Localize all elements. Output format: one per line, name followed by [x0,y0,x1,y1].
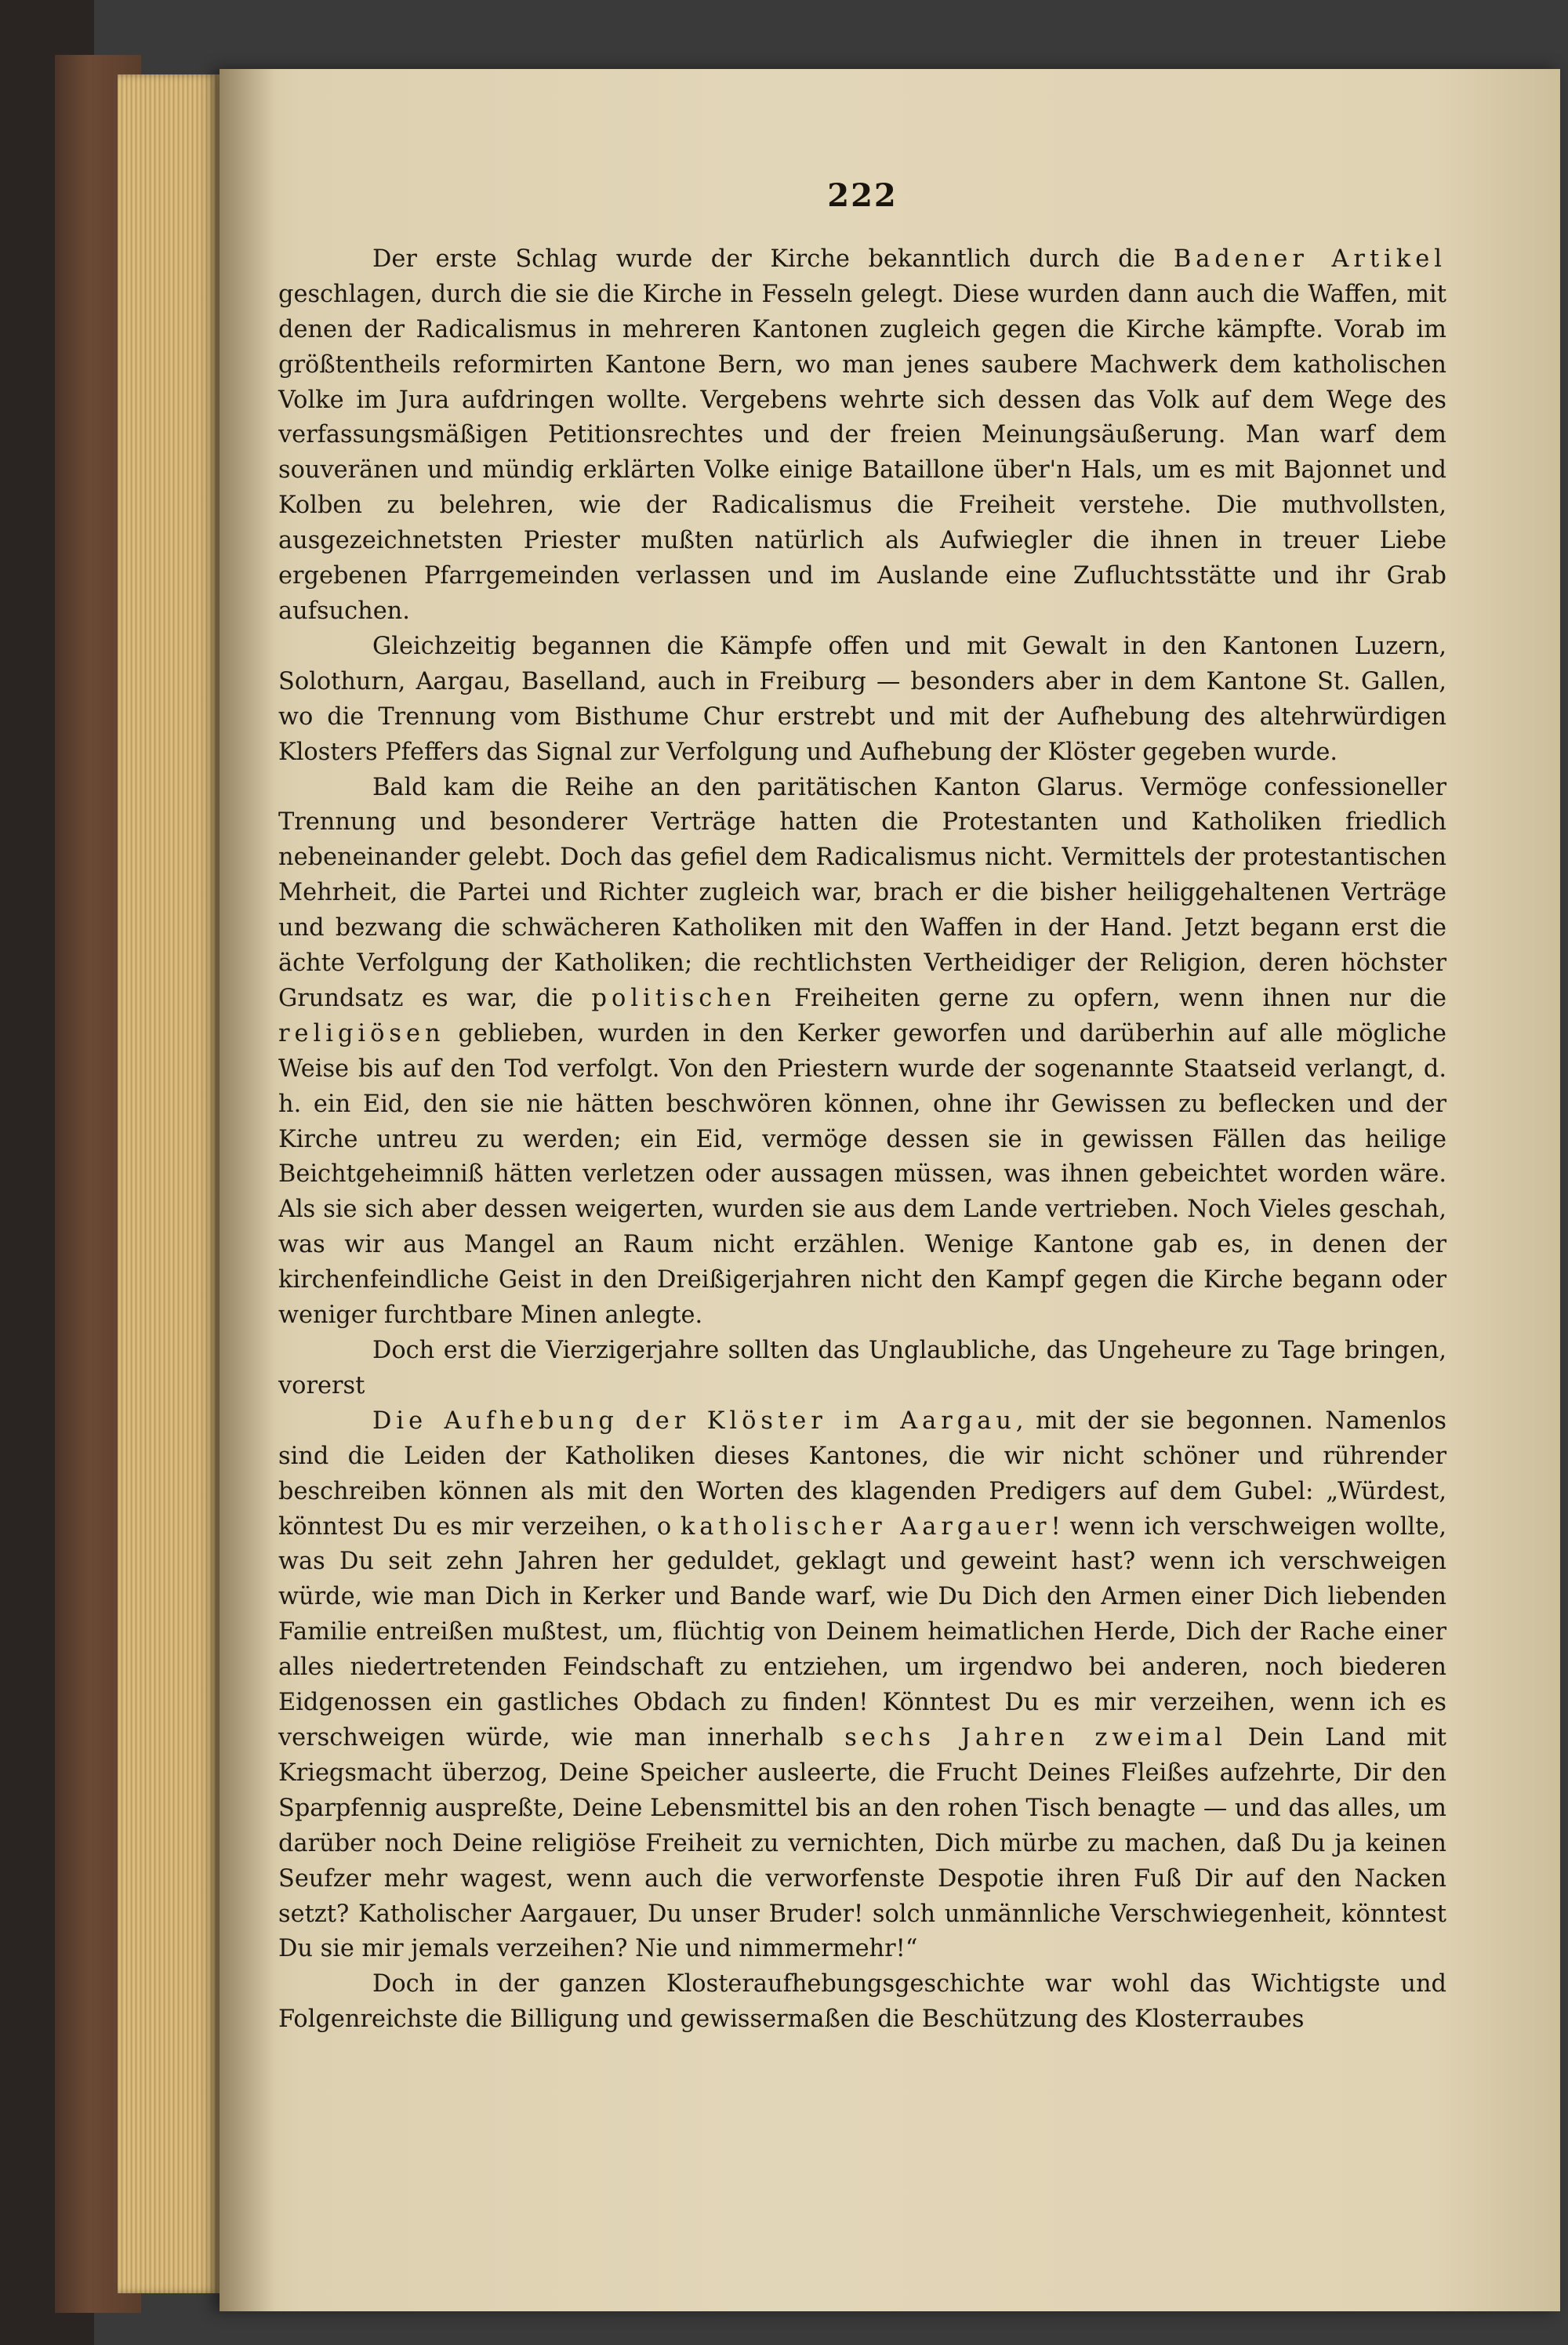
gutter-shadow [220,69,274,2311]
paragraph-text: Der erste Schlag wurde der Kirche bekanntlich durch die [372,245,1174,273]
paragraph [278,771,1446,1334]
paragraph-text: , mit der sie begonnen. Namenlos sind die Leiden der Katholiken dieses Kantones, die wir nicht schöner und rührender beschreiben können als mit den Worten des klagenden Predigers auf dem Gubel: „Würdest, könntest Du es mir verzeihen, o [278,1407,1446,1541]
page-edges [118,74,220,2293]
paragraph [278,1334,1446,1404]
paragraph [278,1967,1446,2038]
paragraph [278,242,1446,630]
paragraph [278,630,1446,771]
emphasized-text: Badener Artikel [1173,245,1446,273]
emphasized-text: Die Aufhebung der Klöster im Aargau [372,1407,1016,1435]
paragraph-text: Doch in der ganzen Klosteraufhebungsgeschichte war wohl das Wichtigste und Folgenreichste die Billigung und gewissermaßen die Beschützung des Klosterraubes [278,1970,1446,2034]
paragraph-text: Bald kam die Reihe an den paritätischen Kanton Glarus. Vermöge confessioneller Trennung und besonderer Verträge hatten die Protestanten und Katholiken friedlich nebeneinander gelebt. Doch das gefiel dem Radicalismus nicht. Vermittels der protestantischen Mehrheit, die Partei und Richter zugleich war, brach er die bisher heiliggehaltenen Verträge und bezwang die schwächeren Katholiken mit den Waffen in der Hand. Jetzt begann erst die ächte Verfolgung der Katholiken; die rechtlichsten Vertheidiger der Religion, deren höchster Grundsatz es war, die [278,773,1446,1012]
paragraph-text: Doch erst die Vierzigerjahre sollten das Unglaubliche, das Ungeheure zu Tage bringen, vorerst [278,1337,1446,1399]
paragraph-text: Freiheiten gerne zu opfern, wenn ihnen nur die [775,984,1446,1012]
paragraph [278,1404,1446,1968]
emphasized-text: politischen [591,984,776,1012]
emphasized-text: katholischer Aargauer [680,1512,1051,1541]
paragraph-text: Dein Land mit Kriegsmacht überzog, Deine Speicher ausleerte, die Frucht Deines Fleißes aufzehrte, Dir den Sparpfennig auspreßte, Deine Lebensmittel bis an den rohen Tisch benagte — und das alles, um darüber noch Deine religiöse Freiheit zu vernichten, Dich mürbe zu machen, daß Du ja keinen Seufzer mehr wagest, wenn auch die verworfenste Despotie ihren Fuß Dir auf den Nacken setzt? Katholischer Aargauer, Du unser Bruder! solch unmännliche Verschwiegenheit, könntest Du sie mir jemals verzeihen? Nie und nimmermehr!“ [278,1723,1447,1963]
emphasized-text: sechs Jahren zweimal [844,1723,1227,1751]
paragraph-text: geblieben, wurden in den Kerker geworfen und darüberhin auf alle mögliche Weise bis auf den Tod verfolgt. Von den Priestern wurde der sogenannte Staatseid verlangt, d. h. ein Eid, den sie nie hätten beschwören können, ohne ihr Gewissen zu beflecken und der Kirche untreu zu werden; ein Eid, vermöge dessen sie in gewissen Fällen das heilige Beichtgeheimniß hätten verletzen oder aussagen müssen, was ihnen gebeichtet worden wäre. Als sie sich aber dessen weigerten, wurden sie aus dem Lande vertrieben. Noch Vieles geschah, was wir aus Mangel an Raum nicht erzählen. Wenige Kantone gab es, in denen der kirchenfeindliche Geist in den Dreißigerjahren nicht den Kampf gegen die Kirche begann oder weniger furchtbare Minen anlegte. [278,1019,1446,1330]
paragraph-text: Gleichzeitig begannen die Kämpfe offen und mit Gewalt in den Kantonen Luzern, Solothurn, Aargau, Baselland, auch in Freiburg — besonders aber in dem Kantone St. Gallen, wo die Trennung vom Bisthume Chur erstrebt und mit der Aufhebung des altehrwürdigen Klosters Pfeffers das Signal zur Verfolgung und Aufhebung der Klöster gegeben wurde. [278,632,1446,766]
emphasized-text: religiösen [278,1019,445,1047]
body-text [278,242,1446,2038]
page-number: 222 [827,177,898,214]
paragraph-text: geschlagen, durch die sie die Kirche in Fesseln gelegt. Diese wurden dann auch die Waffen, mit denen der Radicalismus in mehreren Kantonen zugleich gegen die Kirche kämpfte. Vorab im größtentheils reformirten Kantone Bern, wo man jenes saubere Machwerk dem katholischen Volke im Jura aufdringen wollte. Vergebens wehrte sich dessen das Volk auf dem Wege des verfassungsmäßigen Petitionsrechtes und der freien Meinungsäußerung. Man warf dem souveränen und mündig erklärten Volke einige Bataillone über'n Hals, um es mit Bajonnet und Kolben zu belehren, wie der Radicalismus die Freiheit verstehe. Die muthvollsten, ausgezeichnetsten Priester mußten natürlich als Aufwiegler die ihnen in treuer Liebe ergebenen Pfarrgemeinden verlassen und im Auslande eine Zufluchtsstätte und ihr Grab aufsuchen. [278,280,1446,625]
paragraph-text: ! wenn ich verschweigen wollte, was Du seit zehn Jahren her geduldet, geklagt und geweint hast? wenn ich verschweigen würde, wie man Dich in Kerker und Bande warf, wie Du Dich den Armen einer Dich liebenden Familie entreißen mußtest, um, flüchtig von Deinem heimatlichen Herde, Dich der Rache einer alles niedertretenden Feindschaft zu entziehen, um irgendwo bei anderen, noch biederen Eidgenossen ein gastliches Obdach zu finden! Könntest Du es mir verzeihen, wenn ich es verschweigen würde, wie man innerhalb [278,1512,1446,1751]
text-block [278,179,1446,2264]
